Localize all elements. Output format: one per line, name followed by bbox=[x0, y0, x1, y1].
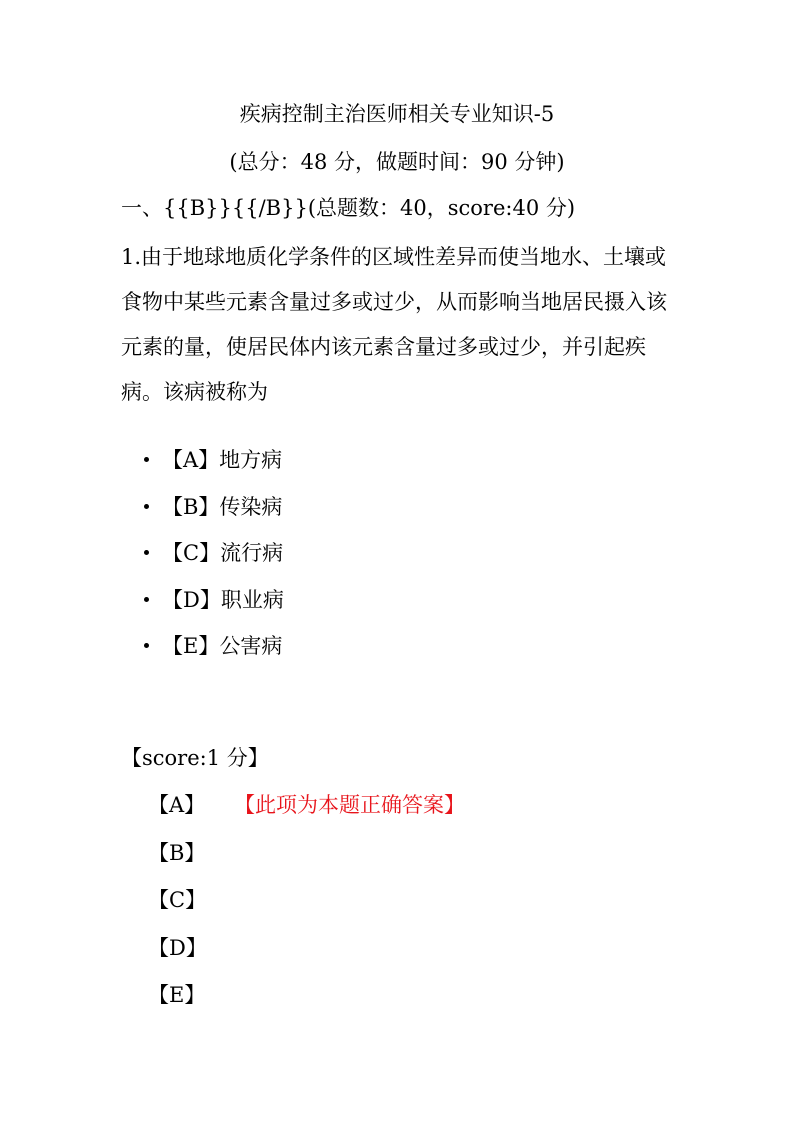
section-heading: 一、{{B}}{{/B}}(总题数：40，score:40 分) bbox=[121, 196, 576, 220]
answer-letter: 【E】 bbox=[148, 983, 206, 1007]
bullet-icon bbox=[144, 550, 149, 555]
answer-letter: 【C】 bbox=[148, 888, 207, 912]
option-item-a bbox=[0, 442, 284, 489]
document-subtitle: (总分：48 分，做题时间：90 分钟) bbox=[229, 150, 565, 174]
bullet-icon bbox=[144, 597, 149, 602]
option-label: 【D】职业病 bbox=[162, 587, 284, 612]
answer-row-a bbox=[148, 788, 465, 836]
option-item-e bbox=[0, 628, 284, 675]
answer-row-b bbox=[148, 836, 465, 884]
answer-list bbox=[148, 788, 465, 1026]
bullet-icon bbox=[144, 457, 149, 462]
answer-letter: 【D】 bbox=[148, 935, 207, 960]
option-label: 【E】公害病 bbox=[162, 634, 283, 658]
answer-letter: 【A】 bbox=[148, 793, 206, 817]
answer-row-e bbox=[148, 978, 465, 1026]
answer-row-d bbox=[148, 931, 465, 979]
option-item-b bbox=[0, 489, 284, 536]
score-label: 【score:1 分】 bbox=[121, 746, 269, 770]
correct-answer-note: 【此项为本题正确答案】 bbox=[234, 793, 465, 817]
question-text: 1.由于地球地质化学条件的区域性差异而使当地水、土壤或食物中某些元素含量过多或过少，从而影响当地居民摄入该元素的量，使居民体内该元素含量过多或过少，并引起疾病。该病被称为 bbox=[121, 245, 667, 404]
option-label: 【B】传染病 bbox=[162, 494, 283, 519]
bullet-icon bbox=[144, 643, 149, 648]
answer-letter: 【B】 bbox=[148, 840, 206, 865]
option-label: 【C】流行病 bbox=[162, 541, 284, 565]
option-item-d bbox=[0, 582, 284, 629]
option-list bbox=[0, 442, 284, 675]
bullet-icon bbox=[144, 504, 149, 509]
option-item-c bbox=[0, 535, 284, 582]
option-label: 【A】地方病 bbox=[162, 448, 283, 472]
document-title: 疾病控制主治医师相关专业知识-5 bbox=[239, 102, 555, 126]
answer-row-c bbox=[148, 883, 465, 931]
